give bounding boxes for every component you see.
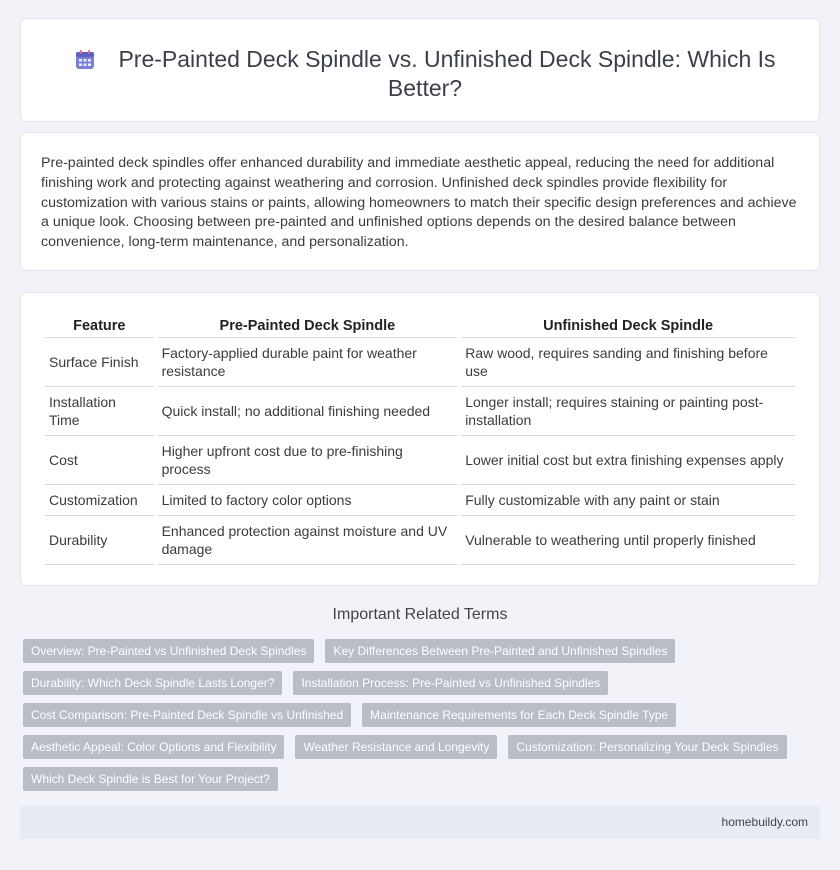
page-title-wrap (61, 45, 789, 103)
comparison-table-card (20, 292, 820, 586)
table-row (45, 387, 795, 436)
table-cell-feature: Surface Finish (45, 338, 154, 387)
related-term-link[interactable]: Installation Process: Pre-Painted vs Unfinished Spindles (293, 671, 608, 695)
comparison-table (41, 315, 799, 565)
intro-paragraph: Pre-painted deck spindles offer enhanced durability and immediate aesthetic appeal, reducing the need for additional finishing work and protecting against weathering and corrosion. Unfinished deck spindles provide flexibility for customization with various stains or paints, allowing homeowners to match their specific design preferences and achieve a unique look. Choosing between pre-painted and unfinished options depends on the desired balance between convenience, long-term maintenance, and personalization. (41, 155, 797, 251)
related-terms-heading: Important Related Terms (332, 606, 508, 623)
footer-site-link[interactable]: homebuildy.com (721, 815, 808, 829)
page-title: Pre-Painted Deck Spindle vs. Unfinished Deck Spindle: Which Is Better? (118, 46, 776, 101)
table-row (45, 485, 795, 516)
related-term-link[interactable]: Key Differences Between Pre-Painted and Unfinished Spindles (325, 639, 675, 663)
related-term-link[interactable]: Overview: Pre-Painted vs Unfinished Deck Spindles (23, 639, 314, 663)
table-header-row (45, 315, 795, 338)
table-cell-pre-painted: Quick install; no additional finishing needed (158, 387, 458, 436)
table-row (45, 338, 795, 387)
table-cell-pre-painted: Limited to factory color options (158, 485, 458, 516)
table-cell-feature: Durability (45, 516, 154, 565)
related-term-link[interactable]: Cost Comparison: Pre-Painted Deck Spindle vs Unfinished (23, 703, 351, 727)
table-cell-pre-painted: Higher upfront cost due to pre-finishing process (158, 436, 458, 485)
table-row (45, 516, 795, 565)
header-pre-painted: Pre-Painted Deck Spindle (158, 315, 458, 338)
header-feature: Feature (45, 315, 154, 338)
related-term-link[interactable]: Durability: Which Deck Spindle Lasts Longer? (23, 671, 282, 695)
table-cell-pre-painted: Enhanced protection against moisture and UV damage (158, 516, 458, 565)
header-unfinished: Unfinished Deck Spindle (461, 315, 795, 338)
table-cell-unfinished: Longer install; requires staining or painting post-installation (461, 387, 795, 436)
table-cell-feature: Installation Time (45, 387, 154, 436)
related-term-link[interactable]: Weather Resistance and Longevity (295, 735, 497, 759)
table-cell-unfinished: Fully customizable with any paint or stain (461, 485, 795, 516)
table-cell-unfinished: Raw wood, requires sanding and finishing before use (461, 338, 795, 387)
related-term-link[interactable]: Customization: Personalizing Your Deck Spindles (508, 735, 786, 759)
table-cell-unfinished: Vulnerable to weathering until properly finished (461, 516, 795, 565)
intro-card (20, 132, 820, 271)
related-term-link[interactable]: Maintenance Requirements for Each Deck Spindle Type (362, 703, 676, 727)
table-row (45, 436, 795, 485)
calendar-icon (74, 49, 96, 71)
table-cell-unfinished: Lower initial cost but extra finishing expenses apply (461, 436, 795, 485)
footer (20, 806, 820, 839)
related-term-link[interactable]: Aesthetic Appeal: Color Options and Flexibility (23, 735, 284, 759)
header-card (20, 18, 820, 122)
related-term-link[interactable]: Which Deck Spindle is Best for Your Project? (23, 767, 278, 791)
table-cell-pre-painted: Factory-applied durable paint for weather resistance (158, 338, 458, 387)
table-cell-feature: Customization (45, 485, 154, 516)
table-cell-feature: Cost (45, 436, 154, 485)
related-terms-list (23, 639, 813, 799)
